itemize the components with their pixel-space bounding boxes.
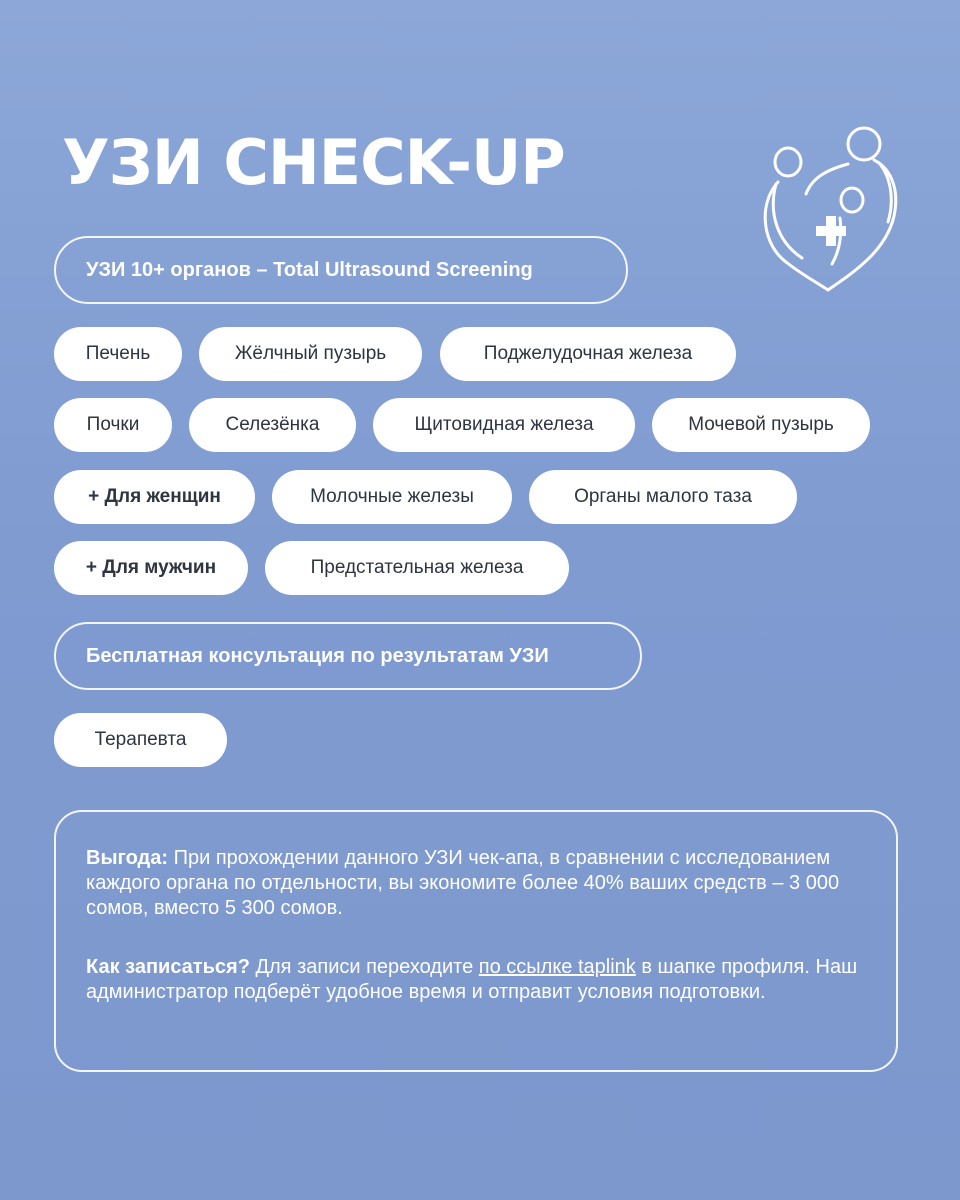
organ-chip: Печень bbox=[54, 327, 182, 381]
family-heart-medical-cross-icon bbox=[756, 124, 902, 294]
section-free-consultation: Бесплатная консультация по результатам УЗИ bbox=[54, 622, 642, 690]
signup-label: Как записаться? bbox=[86, 956, 250, 978]
organ-chip: Почки bbox=[54, 398, 172, 452]
organ-chip: Жёлчный пузырь bbox=[199, 327, 422, 381]
men-label-chip: + Для мужчин bbox=[54, 541, 248, 595]
organ-chip: Поджелудочная железа bbox=[440, 327, 736, 381]
organ-chip: Щитовидная железа bbox=[373, 398, 635, 452]
signup-paragraph bbox=[86, 955, 864, 1005]
taplink-link[interactable]: по ссылке taplink bbox=[478, 956, 636, 978]
signup-text-before: Для записи переходите bbox=[249, 956, 479, 978]
organ-chip: Органы малого таза bbox=[529, 470, 797, 524]
organ-chip: Предстательная железа bbox=[265, 541, 569, 595]
organ-chip: Мочевой пузырь bbox=[652, 398, 870, 452]
organ-chip: Селезёнка bbox=[189, 398, 356, 452]
info-box bbox=[54, 810, 898, 1072]
benefit-label: Выгода: bbox=[86, 847, 169, 869]
page-title: УЗИ CHECK-UP bbox=[62, 126, 565, 199]
benefit-text: При прохождении данного УЗИ чек-апа, в сравнении с исследованием каждого органа по отдельности, вы экономите более 40% ваших средств – 3 000 сомов, вместо 5 300 сомов. bbox=[86, 847, 840, 919]
women-label-chip: + Для женщин bbox=[54, 470, 255, 524]
signup-text-after: в шапке профиля. Наш администратор подберёт удобное время и отправит условия подготовки. bbox=[86, 956, 858, 1003]
benefit-paragraph bbox=[86, 846, 864, 921]
organ-chip: Молочные железы bbox=[272, 470, 512, 524]
consult-chip: Терапевта bbox=[54, 713, 227, 767]
section-total-ultrasound: УЗИ 10+ органов – Total Ultrasound Screening bbox=[54, 236, 628, 304]
